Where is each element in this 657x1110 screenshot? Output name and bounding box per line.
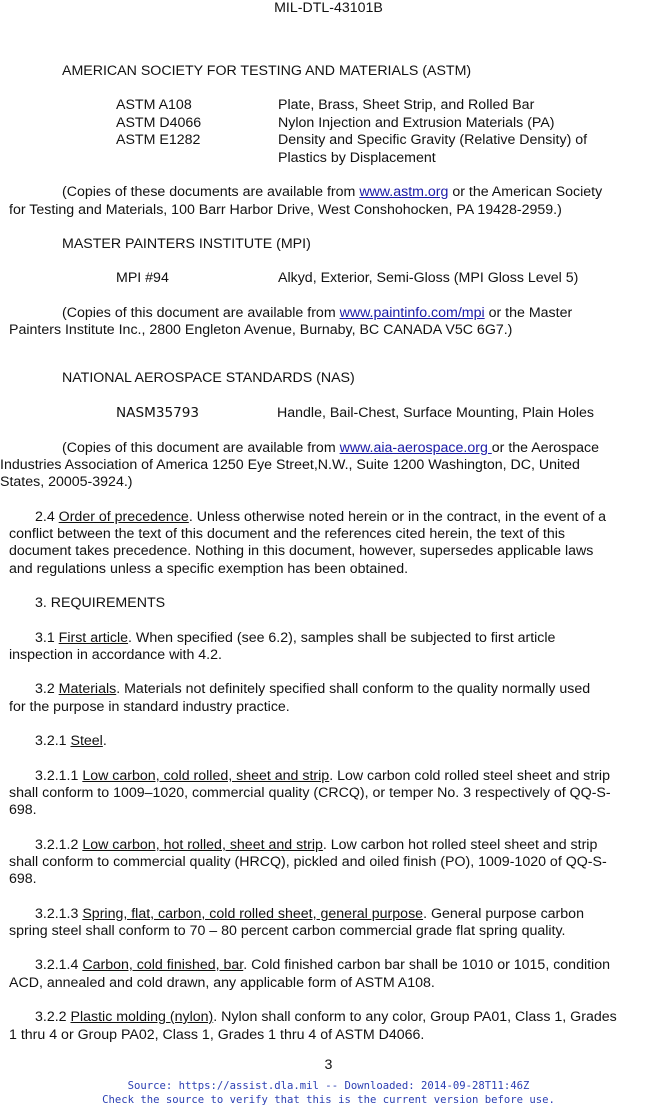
- astm-copies-note: (Copies of these documents are available from www.astm.org or the American Society: [62, 184, 603, 200]
- section-3-2-1-line1: 3.2.1 Steel.: [35, 733, 107, 749]
- astm-a108-code: ASTM A108: [116, 97, 192, 113]
- section-3-2-1-1-title: Low carbon, cold rolled, sheet and strip: [82, 768, 330, 784]
- mpi-94-code: MPI #94: [116, 270, 169, 286]
- astm-link[interactable]: www.astm.org: [359, 184, 449, 200]
- page-number: 3: [324, 1057, 333, 1073]
- nas-heading: NATIONAL AEROSPACE STANDARDS (NAS): [62, 370, 355, 386]
- astm-e1282-code: ASTM E1282: [116, 132, 201, 148]
- section-3-2-2-title: Plastic molding (nylon): [70, 1009, 214, 1025]
- astm-heading: AMERICAN SOCIETY FOR TESTING AND MATERIALS (ASTM): [62, 63, 472, 79]
- astm-d4066-title: Nylon Injection and Extrusion Materials (PA): [278, 115, 555, 131]
- section-3-2-1-4-title: Carbon, cold finished, bar: [82, 957, 244, 973]
- section-3-2-2-line2: 1 thru 4 or Group PA02, Class 1, Grades 1 thru 4 of ASTM D4066.: [9, 1027, 425, 1043]
- mpi-link[interactable]: www.paintinfo.com/mpi: [339, 305, 485, 321]
- section-3-2-1-4-line1: 3.2.1.4 Carbon, cold finished, bar. Cold finished carbon bar shall be 1010 or 1015, condition: [35, 957, 610, 973]
- source-line: Source: https://assist.dla.mil -- Downloaded: 2014-09-28T11:46Z: [127, 1080, 530, 1092]
- astm-e1282-title-cont: Plastics by Displacement: [278, 150, 436, 166]
- section-3-2-1-1-line3: 698.: [9, 802, 37, 818]
- astm-copies-note-line2: for Testing and Materials, 100 Barr Harbor Drive, West Conshohocken, PA 19428-2959.): [9, 202, 562, 218]
- nasm35793-code: NASM35793: [116, 405, 200, 421]
- section-3-2-1-3-title: Spring, flat, carbon, cold rolled sheet, general purpose: [82, 906, 424, 922]
- document-id-header: MIL-DTL-43101B: [274, 0, 383, 16]
- section-3-2-1-3-line2: spring steel shall conform to 70 – 80 percent carbon commercial grade flat spring quality.: [9, 923, 566, 939]
- section-3-1-line1: 3.1 First article. When specified (see 6.2), samples shall be subjected to first article: [35, 630, 556, 646]
- section-3-2-1-2-line3: 698.: [9, 871, 37, 887]
- section-3-2-1-2-title: Low carbon, hot rolled, sheet and strip: [82, 837, 323, 853]
- nas-copies-note: (Copies of this document are available from www.aia-aerospace.org or the Aerospace: [62, 440, 600, 456]
- section-3-2-1-1-line1: 3.2.1.1 Low carbon, cold rolled, sheet and strip. Low carbon cold rolled steel sheet and strip: [35, 768, 610, 784]
- section-3-heading: 3. REQUIREMENTS: [35, 595, 166, 611]
- mpi-heading: MASTER PAINTERS INSTITUTE (MPI): [62, 236, 311, 252]
- nas-link[interactable]: www.aia-aerospace.org: [339, 440, 492, 456]
- section-3-1-line2: inspection in accordance with 4.2.: [9, 647, 222, 663]
- mpi-94-title: Alkyd, Exterior, Semi-Gloss (MPI Gloss Level 5): [278, 270, 579, 286]
- section-3-1-title: First article: [58, 630, 129, 646]
- nas-copies-note-line2: Industries Association of America 1250 Eye Street,N.W., Suite 1200 Washington, DC, United: [0, 457, 580, 473]
- section-3-2-1-1-line2: shall conform to 1009–1020, commercial quality (CRCQ), or temper No. 3 respectively of QQ-S-: [9, 785, 611, 801]
- section-2-4-line4: and regulations unless a specific exemption has been obtained.: [9, 561, 409, 577]
- astm-d4066-code: ASTM D4066: [116, 115, 202, 131]
- section-2-4-title: Order of precedence: [58, 509, 189, 525]
- section-3-2-1-title: Steel: [70, 733, 103, 749]
- section-2-4-line3: document takes precedence. Nothing in this document, however, supersedes applicable laws: [9, 543, 594, 559]
- astm-e1282-title: Density and Specific Gravity (Relative Density) of: [278, 132, 588, 148]
- section-3-2-2-line1: 3.2.2 Plastic molding (nylon). Nylon shall conform to any color, Group PA01, Class 1, Grades: [35, 1009, 617, 1025]
- section-3-2-1-4-line2: ACD, annealed and cold drawn, any applicable form of ASTM A108.: [9, 975, 435, 991]
- section-3-2-1-2-line1: 3.2.1.2 Low carbon, hot rolled, sheet and strip. Low carbon hot rolled steel sheet and strip: [35, 837, 598, 853]
- nasm35793-title: Handle, Bail-Chest, Surface Mounting, Plain Holes: [277, 405, 595, 421]
- section-3-2-line2: for the purpose in standard industry practice.: [9, 699, 290, 715]
- astm-a108-title: Plate, Brass, Sheet Strip, and Rolled Bar: [278, 97, 535, 113]
- section-2-4-line2: conflict between the text of this document and the references cited herein, the text of this: [9, 526, 566, 542]
- section-3-2-line1: 3.2 Materials. Materials not definitely specified shall conform to the quality normally used: [35, 681, 591, 697]
- check-line: Check the source to verify that this is the current version before use.: [102, 1094, 555, 1106]
- section-2-4-line1: 2.4 Order of precedence. Unless otherwise noted herein or in the contract, in the event of a: [35, 509, 607, 525]
- section-3-2-1-2-line2: shall conform to commercial quality (HRCQ), pickled and oiled finish (PO), 1009-1020 of QQ-S-: [9, 854, 607, 870]
- section-3-2-title: Materials: [58, 681, 117, 697]
- mpi-copies-note-line2: Painters Institute Inc., 2800 Engleton Avenue, Burnaby, BC CANADA V5C 6G7.): [9, 322, 513, 338]
- mpi-copies-note: (Copies of this document are available from www.paintinfo.com/mpi or the Master: [62, 305, 573, 321]
- nas-copies-note-line3: States, 20005-3924.): [0, 474, 133, 490]
- section-3-2-1-3-line1: 3.2.1.3 Spring, flat, carbon, cold rolled sheet, general purpose. General purpose carbon: [35, 906, 584, 922]
